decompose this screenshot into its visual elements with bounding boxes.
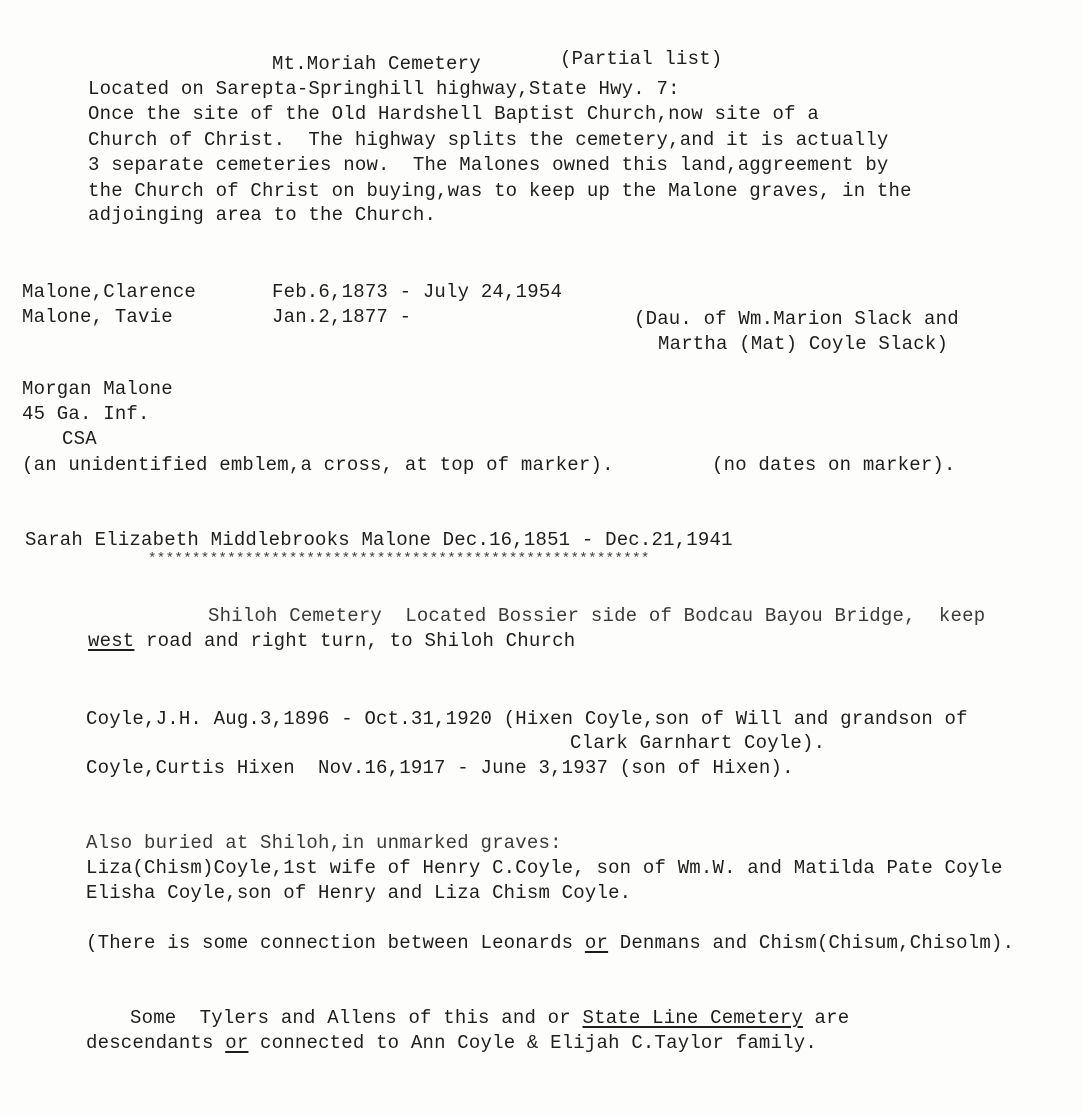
descendants-text: Some Tylers and Allens of this and or xyxy=(130,1007,583,1029)
burial-name-morgan: Morgan Malone xyxy=(22,378,173,400)
shiloh-directions xyxy=(88,629,575,653)
partial-list-note: (Partial list) xyxy=(560,48,723,70)
asterisk-divider: ********************************************************* xyxy=(148,551,650,567)
military-unit: 45 Ga. Inf. xyxy=(22,403,150,425)
burial-dates-clarence: Feb.6,1873 - July 24,1954 xyxy=(272,281,563,303)
shiloh-heading: Shiloh Cemetery Located Bossier side of Bodcau Bayou Bridge, keep xyxy=(208,605,986,627)
burial-name-tavie: Malone, Tavie xyxy=(22,306,173,328)
burial-entry-curtis-coyle: Coyle,Curtis Hixen Nov.16,1917 - June 3,1937 (son of Hixen). xyxy=(86,757,794,779)
connection-text: (There is some connection between Leonards xyxy=(86,932,585,954)
descendants-note xyxy=(130,1006,849,1030)
underlined-west: west xyxy=(88,630,135,652)
unmarked-entry-elisha: Elisha Coyle,son of Henry and Liza Chism Coyle. xyxy=(86,882,632,904)
history-line: Church of Christ. The highway splits the cemetery,and it is actually xyxy=(88,129,889,151)
descendants-note xyxy=(86,1031,817,1055)
military-army: CSA xyxy=(62,428,97,450)
unmarked-heading: Also buried at Shiloh,in unmarked graves: xyxy=(86,832,562,854)
underlined-or: or xyxy=(584,932,609,954)
connection-text: Denmans and Chism(Chisum,Chisolm). xyxy=(608,932,1015,954)
history-line: 3 separate cemeteries now. The Malones owned this land,aggreement by xyxy=(88,154,889,176)
burial-entry-sarah: Sarah Elizabeth Middlebrooks Malone Dec.16,1851 - Dec.21,1941 xyxy=(25,529,733,551)
descendants-text: are xyxy=(802,1007,850,1029)
burial-entry-continuation: Clark Garnhart Coyle). xyxy=(570,732,826,754)
history-line: adjoinging area to the Church. xyxy=(88,204,437,226)
descendants-text: descendants xyxy=(86,1032,226,1054)
location-line: Located on Sarepta-Springhill highway,State Hwy. 7: xyxy=(88,78,680,100)
directions-text: road and right turn, to Shiloh Church xyxy=(134,630,576,652)
underlined-state-line-cemetery: State Line Cemetery xyxy=(582,1007,803,1029)
burial-name-clarence: Malone,Clarence xyxy=(22,281,197,303)
connection-note xyxy=(86,931,1014,955)
underlined-or: or xyxy=(225,1032,249,1054)
history-line: the Church of Christ on buying,was to keep up the Malone graves, in the xyxy=(88,180,912,202)
burial-dates-tavie: Jan.2,1877 - xyxy=(272,306,412,328)
marker-note: (an unidentified emblem,a cross, at top of marker). xyxy=(22,454,614,476)
history-line: Once the site of the Old Hardshell Baptist Church,now site of a xyxy=(88,103,819,125)
cemetery-title: Mt.Moriah Cemetery xyxy=(272,53,481,75)
descendants-text: connected to Ann Coyle & Elijah C.Taylor family. xyxy=(248,1032,817,1054)
parentage-note: Martha (Mat) Coyle Slack) xyxy=(658,333,949,355)
parentage-note: (Dau. of Wm.Marion Slack and xyxy=(634,308,959,330)
burial-entry-jh-coyle: Coyle,J.H. Aug.3,1896 - Oct.31,1920 (Hixen Coyle,son of Will and grandson of xyxy=(86,708,968,730)
no-dates-note: (no dates on marker). xyxy=(712,454,956,476)
unmarked-entry-liza: Liza(Chism)Coyle,1st wife of Henry C.Coyle, son of Wm.W. and Matilda Pate Coyle xyxy=(86,857,1003,879)
